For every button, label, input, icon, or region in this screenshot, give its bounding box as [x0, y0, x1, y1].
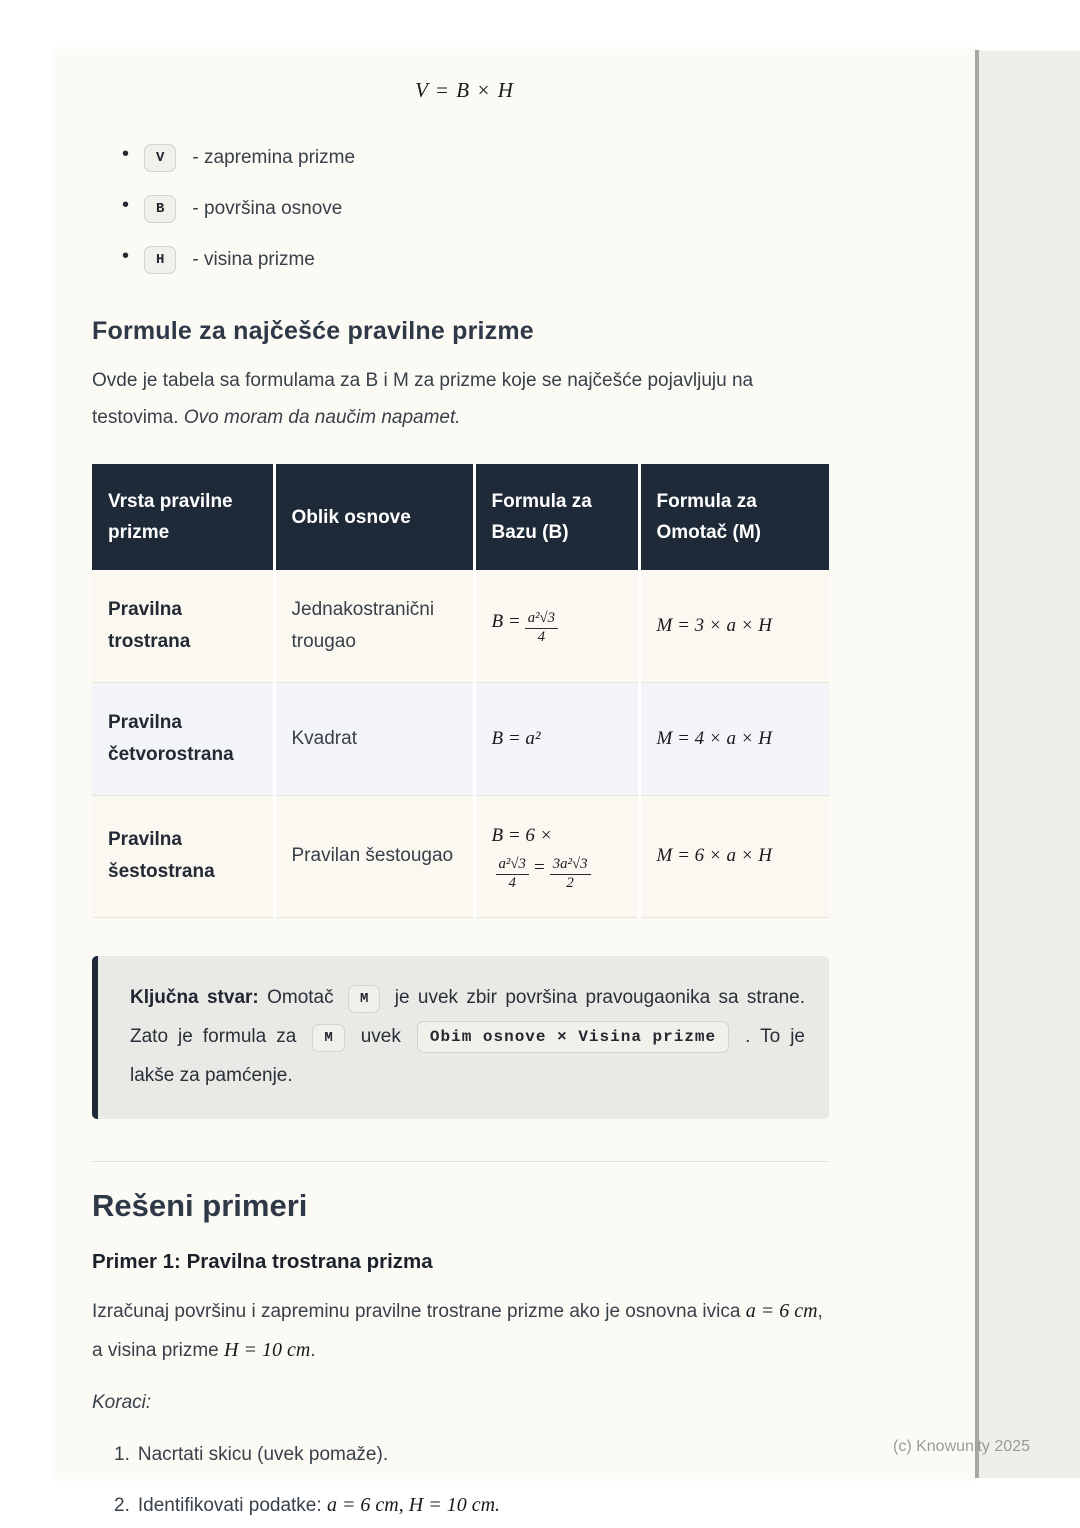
steps-list — [92, 1440, 837, 1521]
legend-item-h — [144, 241, 837, 279]
solved-examples-heading: Rešeni primeri — [92, 1187, 308, 1223]
table-header-row — [92, 464, 829, 570]
problem-paragraph: Izračunaj površinu i zapreminu pravilne trostrane prizme ako je osnovna ivica a = 6 cm, a visina prizme H = 10 cm. — [92, 1299, 823, 1361]
legend-text: - visina prizme — [192, 249, 315, 270]
math-inline: H = 10 cm — [224, 1338, 311, 1361]
callout-text: Ključna stvar: Omotač M je uvek zbir površina pravougaonika sa strane. Zato je formula za M uvek Obim osnove × Visina prizme . To je lakše za pamćenje. — [130, 986, 806, 1086]
base-formula: B = $\frac{\text{a²√3}}{4}$ — [492, 611, 563, 632]
divider-rule — [92, 1161, 829, 1162]
cell-base-shape: Kvadrat — [274, 683, 474, 796]
step-item-1: 1. Nacrtati skicu (uvek pomaže). — [114, 1443, 389, 1465]
copyright-watermark: (c) Knowunity 2025 — [893, 1438, 1030, 1455]
lateral-formula: M = 6 × a × H — [656, 845, 773, 867]
legend-list — [92, 139, 837, 279]
section-heading: Formule za najčešće pravilne prizme — [92, 317, 534, 345]
header-cell-base-shape: Oblik osnove — [274, 464, 474, 570]
math-inline: a = 6 cm, H = 10 cm. — [326, 1493, 501, 1516]
legend-item-v — [144, 139, 837, 177]
right-gutter-panel — [979, 50, 1080, 1478]
code-chip-b: • B — [144, 195, 176, 223]
table-row — [92, 683, 829, 796]
cell-prism-type: Pravilna šestostrana — [92, 796, 274, 918]
code-chip-m: M — [348, 985, 380, 1013]
formulas-table — [92, 464, 829, 918]
legend-text: - zapremina prizme — [192, 147, 356, 168]
lateral-formula: M = 4 × a × H — [656, 728, 773, 749]
code-chip-formula: Obim osnove × Visina prizme — [417, 1021, 729, 1053]
cell-lateral-formula — [639, 683, 829, 796]
header-cell-lateral-formula: Formula za Omotač (M) — [639, 464, 829, 570]
key-note-callout — [92, 956, 829, 1119]
table-row — [92, 796, 829, 918]
content-card — [56, 50, 975, 1516]
step-number: 2. — [114, 1494, 130, 1516]
legend-item-b — [144, 190, 837, 228]
lateral-formula: M = 3 × a × H — [656, 615, 773, 636]
cell-base-formula — [474, 683, 639, 796]
example1-heading: Primer 1: Pravilna trostrana prizma — [92, 1249, 433, 1273]
cell-base-formula — [474, 570, 639, 683]
code-chip-m: M — [312, 1024, 344, 1052]
step-item-2: 2. Identifikovati podatke: a = 6 cm, H = 10 cm. — [114, 1493, 501, 1516]
cell-base-formula — [474, 796, 639, 918]
steps-label: Koraci: — [92, 1391, 152, 1413]
header-cell-type: Vrsta pravilne prizme — [92, 464, 274, 570]
base-formula-line2: $\frac{\text{a²√3}}{4}$ = $\frac{\text{3a²√3}}{2}$ — [492, 852, 622, 893]
table-row — [92, 570, 829, 683]
cell-base-shape: Jednakostranični trougao — [274, 570, 474, 683]
callout-label: Ključna stvar: — [130, 986, 259, 1008]
document-content — [92, 78, 837, 1521]
header-cell-base-formula: Formula za Bazu (B) — [474, 464, 639, 570]
math-inline: a = 6 cm — [745, 1299, 818, 1322]
cell-lateral-formula — [639, 570, 829, 683]
code-chip-v: • V — [144, 144, 176, 172]
base-formula: B = a² — [491, 728, 541, 749]
legend-text: - površina osnove — [192, 198, 343, 219]
cell-prism-type: Pravilna četvorostrana — [92, 683, 274, 796]
volume-formula: V = B × H — [415, 78, 514, 102]
code-chip-h: • H — [144, 246, 176, 274]
cell-lateral-formula — [639, 796, 829, 918]
intro-note-italic: Ovo moram da naučim napamet. — [183, 407, 461, 428]
intro-paragraph — [92, 362, 837, 436]
step-number: 1. — [114, 1443, 130, 1465]
intro-text: Ovde je tabela sa formulama za B i M za prizme koje se najčešće pojavljuju na testovima. — [92, 370, 754, 428]
cell-base-shape: Pravilan šestougao — [274, 796, 474, 918]
base-formula-line1: B = 6 × — [491, 825, 553, 846]
cell-prism-type: Pravilna trostrana — [92, 570, 274, 683]
